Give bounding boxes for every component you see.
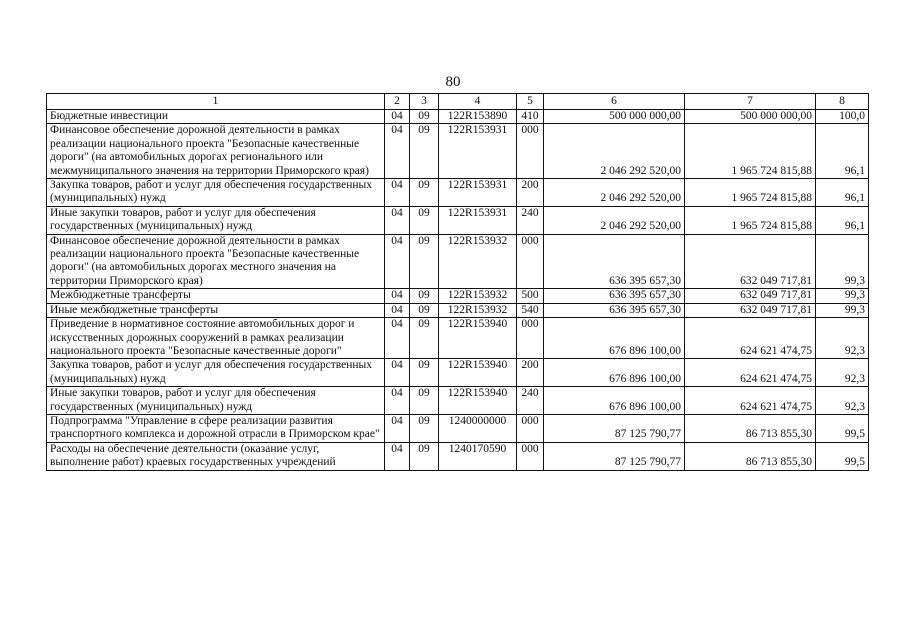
expense-type-cell: 000: [517, 318, 544, 359]
subsection-code-cell: 09: [410, 234, 439, 289]
table-row: [47, 414, 869, 442]
subsection-code-cell: 09: [410, 289, 439, 303]
column-number-cell: 1: [47, 94, 385, 110]
expense-name-cell: Финансовое обеспечение дорожной деятельности в рамках реализации национального проекта "Безопасные качественные дороги" (на автомобильных дорогах регионального или межмуниципального значения на территории Приморского края): [47, 124, 385, 179]
execution-percent-cell: 92,3: [816, 359, 869, 387]
target-article-cell: 122R153890: [439, 110, 517, 124]
table-row: [47, 318, 869, 359]
planned-amount-cell: 2 046 292 520,00: [544, 206, 685, 234]
expense-name-cell: Расходы на обеспечение деятельности (оказание услуг, выполнение работ) краевых государственных учреждений: [47, 442, 385, 470]
section-code-cell: 04: [385, 110, 410, 124]
section-code-cell: 04: [385, 234, 410, 289]
execution-percent-cell: 99,3: [816, 303, 869, 317]
table-row: [47, 303, 869, 317]
section-code-cell: 04: [385, 124, 410, 179]
target-article-cell: 122R153931: [439, 206, 517, 234]
subsection-code-cell: 09: [410, 179, 439, 207]
expense-name-cell: Межбюджетные трансферты: [47, 289, 385, 303]
execution-percent-cell: 99,3: [816, 289, 869, 303]
expense-name-cell: Бюджетные инвестиции: [47, 110, 385, 124]
target-article-cell: 122R153931: [439, 124, 517, 179]
target-article-cell: 122R153940: [439, 359, 517, 387]
table-row: [47, 124, 869, 179]
column-number-cell: 2: [385, 94, 410, 110]
table-row: [47, 387, 869, 415]
planned-amount-cell: 636 395 657,30: [544, 303, 685, 317]
target-article-cell: 122R153940: [439, 387, 517, 415]
subsection-code-cell: 09: [410, 359, 439, 387]
target-article-cell: 122R153932: [439, 289, 517, 303]
expense-name-cell: Закупка товаров, работ и услуг для обеспечения государственных (муниципальных) нужд: [47, 179, 385, 207]
expense-name-cell: Финансовое обеспечение дорожной деятельности в рамках реализации национального проекта "Безопасные качественные дороги" (на автомобильных дорогах местного значения на территории Приморского края): [47, 234, 385, 289]
planned-amount-cell: 87 125 790,77: [544, 442, 685, 470]
column-number-cell: 7: [685, 94, 816, 110]
executed-amount-cell: 632 049 717,81: [685, 234, 816, 289]
expense-type-cell: 200: [517, 359, 544, 387]
expense-type-cell: 540: [517, 303, 544, 317]
execution-percent-cell: 96,1: [816, 206, 869, 234]
planned-amount-cell: 676 896 100,00: [544, 318, 685, 359]
section-code-cell: 04: [385, 303, 410, 317]
subsection-code-cell: 09: [410, 442, 439, 470]
executed-amount-cell: 1 965 724 815,88: [685, 206, 816, 234]
expense-type-cell: 410: [517, 110, 544, 124]
expense-name-cell: Иные закупки товаров, работ и услуг для обеспечения государственных (муниципальных) нужд: [47, 387, 385, 415]
executed-amount-cell: 1 965 724 815,88: [685, 179, 816, 207]
expense-type-cell: 000: [517, 234, 544, 289]
budget-table: [46, 93, 869, 471]
column-number-cell: 8: [816, 94, 869, 110]
section-code-cell: 04: [385, 442, 410, 470]
section-code-cell: 04: [385, 179, 410, 207]
subsection-code-cell: 09: [410, 318, 439, 359]
table-row: [47, 179, 869, 207]
execution-percent-cell: 96,1: [816, 179, 869, 207]
subsection-code-cell: 09: [410, 387, 439, 415]
expense-name-cell: Иные межбюджетные трансферты: [47, 303, 385, 317]
execution-percent-cell: 99,5: [816, 414, 869, 442]
expense-type-cell: 000: [517, 414, 544, 442]
subsection-code-cell: 09: [410, 124, 439, 179]
subsection-code-cell: 09: [410, 414, 439, 442]
planned-amount-cell: 87 125 790,77: [544, 414, 685, 442]
execution-percent-cell: 92,3: [816, 318, 869, 359]
column-number-cell: 5: [517, 94, 544, 110]
column-number-cell: 4: [439, 94, 517, 110]
section-code-cell: 04: [385, 359, 410, 387]
planned-amount-cell: 2 046 292 520,00: [544, 124, 685, 179]
expense-name-cell: Приведение в нормативное состояние автомобильных дорог и искусственных дорожных сооружений в рамках реализации национального проекта "Безопасные качественные дороги": [47, 318, 385, 359]
planned-amount-cell: 676 896 100,00: [544, 359, 685, 387]
expense-type-cell: 000: [517, 442, 544, 470]
section-code-cell: 04: [385, 387, 410, 415]
column-number-cell: 6: [544, 94, 685, 110]
target-article-cell: 122R153931: [439, 179, 517, 207]
planned-amount-cell: 676 896 100,00: [544, 387, 685, 415]
planned-amount-cell: 500 000 000,00: [544, 110, 685, 124]
expense-type-cell: 240: [517, 387, 544, 415]
section-code-cell: 04: [385, 206, 410, 234]
subsection-code-cell: 09: [410, 110, 439, 124]
table-body: [47, 94, 869, 471]
column-number-row: [47, 94, 869, 110]
planned-amount-cell: 636 395 657,30: [544, 289, 685, 303]
execution-percent-cell: 96,1: [816, 124, 869, 179]
expense-name-cell: Подпрограмма "Управление в сфере реализации развития транспортного комплекса и дорожной отрасли в Приморском крае": [47, 414, 385, 442]
page-number: 80: [445, 74, 461, 90]
target-article-cell: 122R153932: [439, 303, 517, 317]
executed-amount-cell: 500 000 000,00: [685, 110, 816, 124]
executed-amount-cell: 632 049 717,81: [685, 303, 816, 317]
target-article-cell: 122R153940: [439, 318, 517, 359]
subsection-code-cell: 09: [410, 206, 439, 234]
section-code-cell: 04: [385, 414, 410, 442]
table-row: [47, 359, 869, 387]
expense-type-cell: 000: [517, 124, 544, 179]
section-code-cell: 04: [385, 318, 410, 359]
expense-name-cell: Иные закупки товаров, работ и услуг для обеспечения государственных (муниципальных) нужд: [47, 206, 385, 234]
executed-amount-cell: 632 049 717,81: [685, 289, 816, 303]
subsection-code-cell: 09: [410, 303, 439, 317]
executed-amount-cell: 624 621 474,75: [685, 387, 816, 415]
table-row: [47, 206, 869, 234]
executed-amount-cell: 1 965 724 815,88: [685, 124, 816, 179]
execution-percent-cell: 92,3: [816, 387, 869, 415]
expense-name-cell: Закупка товаров, работ и услуг для обеспечения государственных (муниципальных) нужд: [47, 359, 385, 387]
column-number-cell: 3: [410, 94, 439, 110]
execution-percent-cell: 99,3: [816, 234, 869, 289]
expense-type-cell: 500: [517, 289, 544, 303]
table-row: [47, 442, 869, 470]
expense-type-cell: 200: [517, 179, 544, 207]
execution-percent-cell: 100,0: [816, 110, 869, 124]
section-code-cell: 04: [385, 289, 410, 303]
executed-amount-cell: 624 621 474,75: [685, 318, 816, 359]
target-article-cell: 1240170590: [439, 442, 517, 470]
table-row: [47, 110, 869, 124]
execution-percent-cell: 99,5: [816, 442, 869, 470]
table-row: [47, 234, 869, 289]
expense-type-cell: 240: [517, 206, 544, 234]
planned-amount-cell: 636 395 657,30: [544, 234, 685, 289]
table-row: [47, 289, 869, 303]
planned-amount-cell: 2 046 292 520,00: [544, 179, 685, 207]
executed-amount-cell: 86 713 855,30: [685, 442, 816, 470]
target-article-cell: 1240000000: [439, 414, 517, 442]
executed-amount-cell: 624 621 474,75: [685, 359, 816, 387]
target-article-cell: 122R153932: [439, 234, 517, 289]
executed-amount-cell: 86 713 855,30: [685, 414, 816, 442]
